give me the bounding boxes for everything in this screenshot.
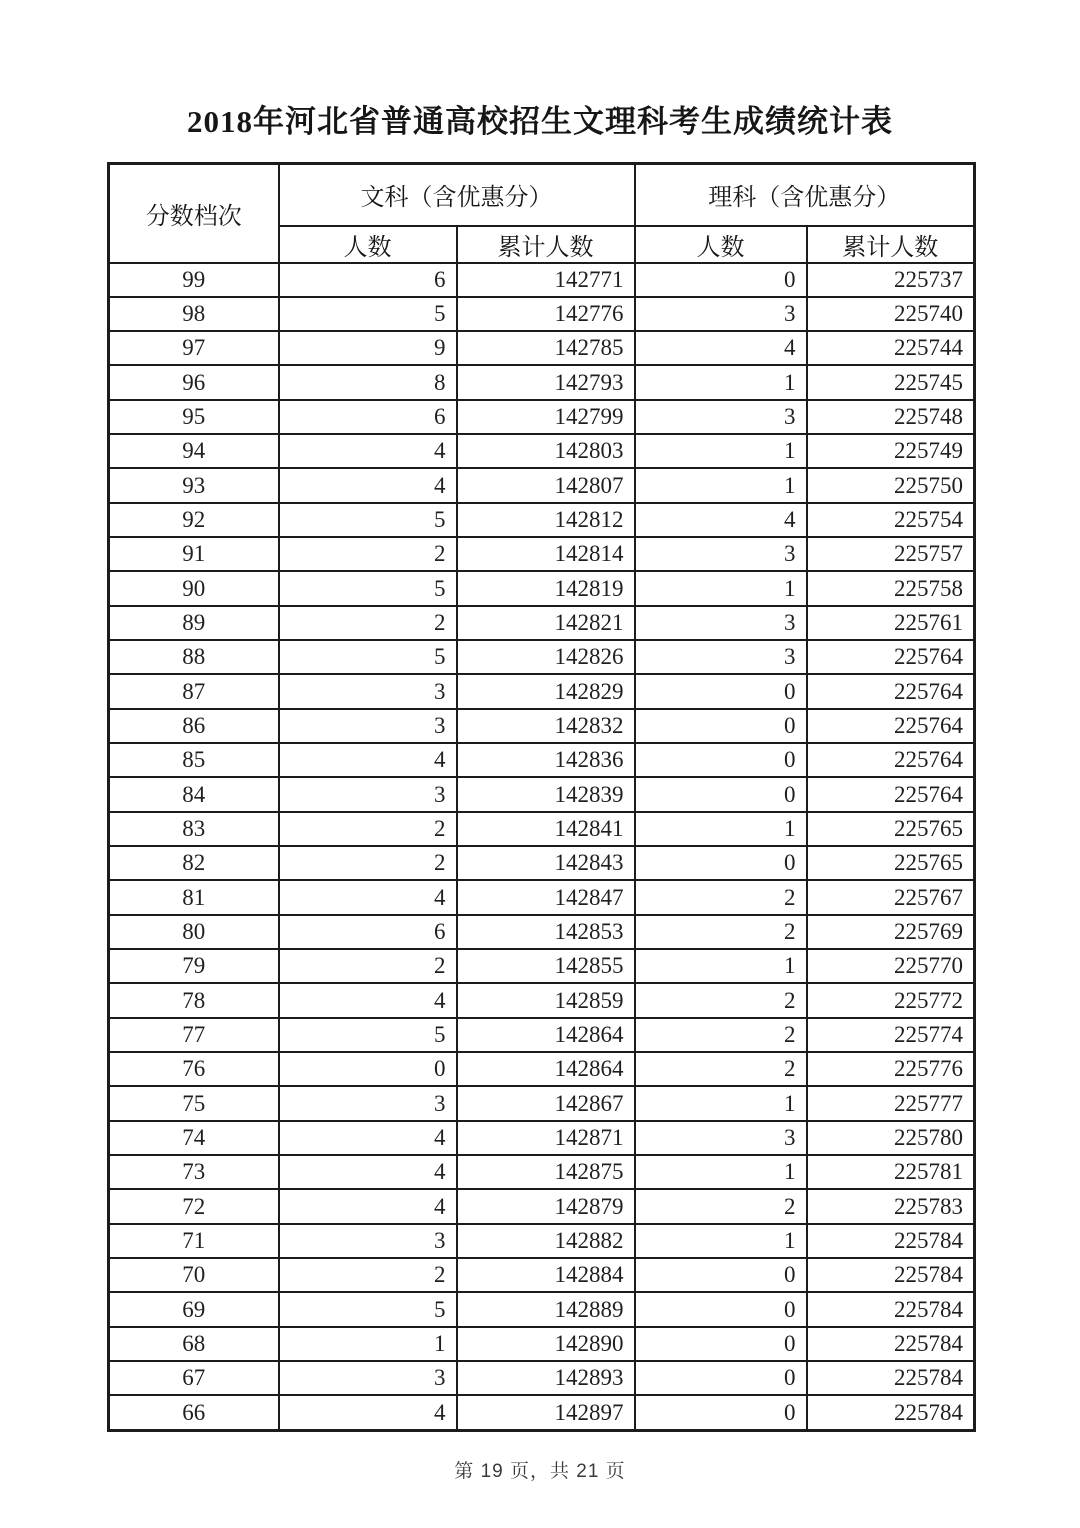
science-count-cell: 3	[635, 640, 807, 674]
science-cumulative-cell: 225764	[807, 709, 975, 743]
arts-cumulative-cell: 142890	[457, 1327, 635, 1361]
science-count-cell: 3	[635, 400, 807, 434]
table-row	[109, 331, 975, 365]
science-cumulative-cell: 225765	[807, 812, 975, 846]
arts-count-cell: 6	[279, 263, 457, 297]
science-cumulative-cell: 225754	[807, 503, 975, 537]
header-arts-count: 人数	[279, 226, 457, 263]
arts-cumulative-cell: 142893	[457, 1361, 635, 1395]
science-cumulative-cell: 225744	[807, 331, 975, 365]
science-count-cell: 3	[635, 1121, 807, 1155]
table-row	[109, 949, 975, 983]
arts-cumulative-cell: 142832	[457, 709, 635, 743]
arts-count-cell: 0	[279, 1052, 457, 1086]
score-level-cell: 87	[109, 674, 279, 708]
science-count-cell: 0	[635, 777, 807, 811]
arts-cumulative-cell: 142879	[457, 1189, 635, 1223]
science-cumulative-cell: 225750	[807, 468, 975, 502]
score-level-cell: 91	[109, 537, 279, 571]
science-cumulative-cell: 225748	[807, 400, 975, 434]
science-cumulative-cell: 225749	[807, 434, 975, 468]
arts-cumulative-cell: 142771	[457, 263, 635, 297]
science-cumulative-cell: 225761	[807, 606, 975, 640]
page-title: 2018年河北省普通高校招生文理科考生成绩统计表	[187, 104, 893, 139]
score-level-cell: 70	[109, 1258, 279, 1292]
science-cumulative-cell: 225757	[807, 537, 975, 571]
table-row	[109, 503, 975, 537]
science-count-cell: 1	[635, 1224, 807, 1258]
arts-count-cell: 4	[279, 743, 457, 777]
table-row	[109, 1121, 975, 1155]
score-level-cell: 66	[109, 1395, 279, 1430]
header-science-cumulative: 累计人数	[807, 226, 975, 263]
arts-cumulative-cell: 142859	[457, 983, 635, 1017]
arts-count-cell: 2	[279, 949, 457, 983]
arts-count-cell: 5	[279, 1018, 457, 1052]
arts-cumulative-cell: 142871	[457, 1121, 635, 1155]
science-count-cell: 0	[635, 674, 807, 708]
score-level-cell: 95	[109, 400, 279, 434]
score-level-cell: 76	[109, 1052, 279, 1086]
score-level-cell: 98	[109, 297, 279, 331]
arts-count-cell: 5	[279, 640, 457, 674]
arts-cumulative-cell: 142814	[457, 537, 635, 571]
science-cumulative-cell: 225767	[807, 880, 975, 914]
header-arts-group: 文科（含优惠分）	[279, 164, 635, 226]
arts-count-cell: 2	[279, 812, 457, 846]
science-count-cell: 2	[635, 983, 807, 1017]
science-cumulative-cell: 225780	[807, 1121, 975, 1155]
arts-cumulative-cell: 142826	[457, 640, 635, 674]
arts-cumulative-cell: 142793	[457, 365, 635, 399]
score-level-cell: 97	[109, 331, 279, 365]
science-count-cell: 1	[635, 812, 807, 846]
science-cumulative-cell: 225784	[807, 1395, 975, 1430]
science-count-cell: 2	[635, 915, 807, 949]
arts-count-cell: 3	[279, 777, 457, 811]
table-row	[109, 846, 975, 880]
science-count-cell: 0	[635, 709, 807, 743]
science-cumulative-cell: 225784	[807, 1361, 975, 1395]
table-row	[109, 915, 975, 949]
score-level-cell: 72	[109, 1189, 279, 1223]
science-count-cell: 2	[635, 1018, 807, 1052]
score-level-cell: 73	[109, 1155, 279, 1189]
arts-count-cell: 4	[279, 1155, 457, 1189]
science-cumulative-cell: 225764	[807, 777, 975, 811]
table-row	[109, 674, 975, 708]
table-row	[109, 1018, 975, 1052]
arts-cumulative-cell: 142776	[457, 297, 635, 331]
arts-count-cell: 4	[279, 1189, 457, 1223]
score-level-cell: 81	[109, 880, 279, 914]
score-level-cell: 93	[109, 468, 279, 502]
page-number-footer: 第 19 页，共 21 页	[454, 1461, 626, 1482]
science-cumulative-cell: 225769	[807, 915, 975, 949]
arts-count-cell: 9	[279, 331, 457, 365]
table-row	[109, 1258, 975, 1292]
table-row	[109, 743, 975, 777]
science-count-cell: 0	[635, 1258, 807, 1292]
score-level-cell: 67	[109, 1361, 279, 1395]
table-row	[109, 1155, 975, 1189]
science-count-cell: 0	[635, 1395, 807, 1430]
science-cumulative-cell: 225776	[807, 1052, 975, 1086]
science-count-cell: 1	[635, 949, 807, 983]
arts-count-cell: 4	[279, 983, 457, 1017]
science-count-cell: 1	[635, 1155, 807, 1189]
science-cumulative-cell: 225770	[807, 949, 975, 983]
science-count-cell: 1	[635, 365, 807, 399]
science-cumulative-cell: 225781	[807, 1155, 975, 1189]
score-level-cell: 77	[109, 1018, 279, 1052]
arts-count-cell: 5	[279, 571, 457, 605]
score-level-cell: 88	[109, 640, 279, 674]
science-count-cell: 0	[635, 743, 807, 777]
science-count-cell: 4	[635, 503, 807, 537]
science-cumulative-cell: 225774	[807, 1018, 975, 1052]
arts-count-cell: 6	[279, 400, 457, 434]
table-row	[109, 571, 975, 605]
science-cumulative-cell: 225765	[807, 846, 975, 880]
table-row	[109, 1052, 975, 1086]
table-row	[109, 640, 975, 674]
arts-count-cell: 5	[279, 1292, 457, 1326]
science-cumulative-cell: 225783	[807, 1189, 975, 1223]
score-level-cell: 74	[109, 1121, 279, 1155]
arts-cumulative-cell: 142843	[457, 846, 635, 880]
arts-cumulative-cell: 142807	[457, 468, 635, 502]
table-row	[109, 400, 975, 434]
science-cumulative-cell: 225764	[807, 640, 975, 674]
arts-count-cell: 4	[279, 1121, 457, 1155]
table-row	[109, 1086, 975, 1120]
table-row	[109, 1361, 975, 1395]
arts-cumulative-cell: 142867	[457, 1086, 635, 1120]
science-cumulative-cell: 225772	[807, 983, 975, 1017]
score-level-cell: 75	[109, 1086, 279, 1120]
table-header	[109, 164, 975, 263]
arts-cumulative-cell: 142884	[457, 1258, 635, 1292]
arts-cumulative-cell: 142864	[457, 1052, 635, 1086]
arts-cumulative-cell: 142889	[457, 1292, 635, 1326]
score-level-cell: 99	[109, 263, 279, 297]
science-count-cell: 2	[635, 1189, 807, 1223]
science-cumulative-cell: 225758	[807, 571, 975, 605]
arts-cumulative-cell: 142829	[457, 674, 635, 708]
science-count-cell: 3	[635, 606, 807, 640]
science-count-cell: 4	[635, 331, 807, 365]
arts-count-cell: 3	[279, 1086, 457, 1120]
table-row	[109, 1292, 975, 1326]
arts-cumulative-cell: 142812	[457, 503, 635, 537]
science-count-cell: 2	[635, 880, 807, 914]
table-row	[109, 434, 975, 468]
science-count-cell: 3	[635, 537, 807, 571]
science-count-cell: 0	[635, 1292, 807, 1326]
arts-count-cell: 4	[279, 468, 457, 502]
arts-count-cell: 3	[279, 674, 457, 708]
arts-cumulative-cell: 142864	[457, 1018, 635, 1052]
arts-cumulative-cell: 142803	[457, 434, 635, 468]
science-cumulative-cell: 225784	[807, 1258, 975, 1292]
header-science-count: 人数	[635, 226, 807, 263]
arts-count-cell: 1	[279, 1327, 457, 1361]
arts-count-cell: 4	[279, 880, 457, 914]
header-group-row	[109, 164, 975, 226]
table-row	[109, 709, 975, 743]
arts-cumulative-cell: 142855	[457, 949, 635, 983]
table-row	[109, 365, 975, 399]
arts-count-cell: 5	[279, 503, 457, 537]
arts-cumulative-cell: 142853	[457, 915, 635, 949]
science-cumulative-cell: 225737	[807, 263, 975, 297]
score-level-cell: 83	[109, 812, 279, 846]
arts-cumulative-cell: 142897	[457, 1395, 635, 1430]
score-level-cell: 86	[109, 709, 279, 743]
table-row	[109, 777, 975, 811]
table-row	[109, 1224, 975, 1258]
science-count-cell: 0	[635, 1327, 807, 1361]
science-count-cell: 2	[635, 1052, 807, 1086]
arts-cumulative-cell: 142799	[457, 400, 635, 434]
arts-count-cell: 3	[279, 709, 457, 743]
score-table-body	[109, 263, 975, 1431]
science-cumulative-cell: 225764	[807, 743, 975, 777]
table-row	[109, 880, 975, 914]
science-count-cell: 1	[635, 434, 807, 468]
science-cumulative-cell: 225784	[807, 1224, 975, 1258]
header-arts-cumulative: 累计人数	[457, 226, 635, 263]
arts-count-cell: 4	[279, 434, 457, 468]
arts-cumulative-cell: 142821	[457, 606, 635, 640]
score-level-cell: 94	[109, 434, 279, 468]
science-cumulative-cell: 225764	[807, 674, 975, 708]
score-level-cell: 96	[109, 365, 279, 399]
arts-count-cell: 5	[279, 297, 457, 331]
arts-cumulative-cell: 142841	[457, 812, 635, 846]
score-level-cell: 92	[109, 503, 279, 537]
table-row	[109, 1327, 975, 1361]
table-row	[109, 537, 975, 571]
score-level-cell: 89	[109, 606, 279, 640]
science-count-cell: 1	[635, 571, 807, 605]
science-count-cell: 1	[635, 468, 807, 502]
score-level-cell: 80	[109, 915, 279, 949]
score-level-cell: 85	[109, 743, 279, 777]
arts-count-cell: 2	[279, 846, 457, 880]
score-statistics-table	[107, 162, 976, 1432]
arts-count-cell: 4	[279, 1395, 457, 1430]
science-count-cell: 0	[635, 263, 807, 297]
arts-cumulative-cell: 142882	[457, 1224, 635, 1258]
science-cumulative-cell: 225745	[807, 365, 975, 399]
score-level-cell: 71	[109, 1224, 279, 1258]
arts-cumulative-cell: 142875	[457, 1155, 635, 1189]
arts-cumulative-cell: 142839	[457, 777, 635, 811]
score-level-cell: 78	[109, 983, 279, 1017]
science-count-cell: 3	[635, 297, 807, 331]
table-row	[109, 1189, 975, 1223]
table-row	[109, 263, 975, 297]
arts-cumulative-cell: 142819	[457, 571, 635, 605]
arts-count-cell: 2	[279, 1258, 457, 1292]
science-cumulative-cell: 225740	[807, 297, 975, 331]
score-level-cell: 79	[109, 949, 279, 983]
arts-count-cell: 6	[279, 915, 457, 949]
arts-count-cell: 3	[279, 1224, 457, 1258]
score-level-cell: 68	[109, 1327, 279, 1361]
arts-count-cell: 2	[279, 606, 457, 640]
table-row	[109, 983, 975, 1017]
arts-count-cell: 3	[279, 1361, 457, 1395]
score-level-cell: 84	[109, 777, 279, 811]
header-score-level: 分数档次	[109, 164, 279, 263]
arts-cumulative-cell: 142847	[457, 880, 635, 914]
table-row	[109, 468, 975, 502]
arts-count-cell: 2	[279, 537, 457, 571]
score-level-cell: 90	[109, 571, 279, 605]
header-science-group: 理科（含优惠分）	[635, 164, 975, 226]
table-row	[109, 297, 975, 331]
science-count-cell: 0	[635, 1361, 807, 1395]
science-cumulative-cell: 225777	[807, 1086, 975, 1120]
table-row	[109, 812, 975, 846]
science-count-cell: 0	[635, 846, 807, 880]
arts-count-cell: 8	[279, 365, 457, 399]
table-row	[109, 606, 975, 640]
arts-cumulative-cell: 142836	[457, 743, 635, 777]
arts-cumulative-cell: 142785	[457, 331, 635, 365]
score-level-cell: 82	[109, 846, 279, 880]
science-cumulative-cell: 225784	[807, 1327, 975, 1361]
science-cumulative-cell: 225784	[807, 1292, 975, 1326]
science-count-cell: 1	[635, 1086, 807, 1120]
table-row	[109, 1395, 975, 1430]
score-level-cell: 69	[109, 1292, 279, 1326]
